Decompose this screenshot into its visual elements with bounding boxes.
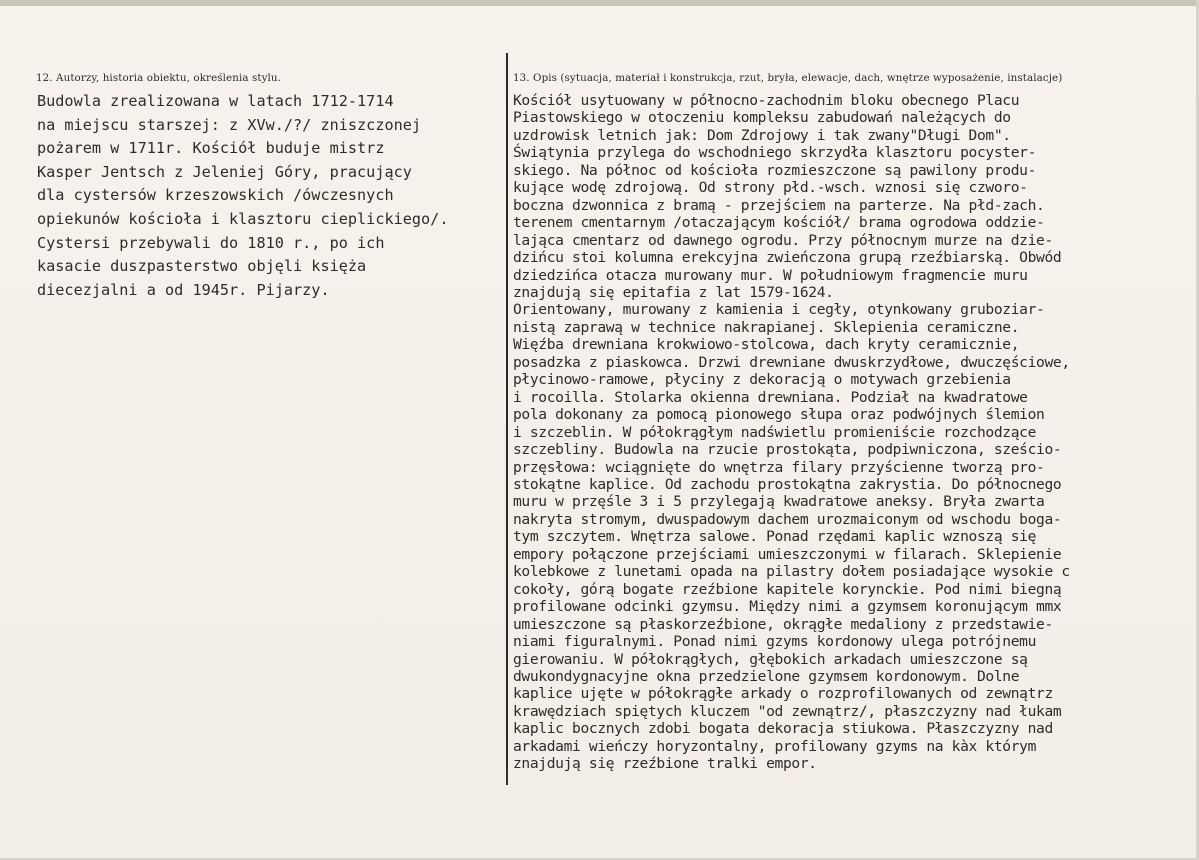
body-line: i rocoilla. Stolarka okienna drewniana. Podział na kwadratowe — [513, 388, 1028, 406]
body-line: Orientowany, murowany z kamienia i cegły, otynkowany gruboziar- — [513, 301, 1045, 319]
body-line: umieszczone są płaskorzeźbione, okrągłe medaliony z przedstawie- — [513, 615, 1053, 633]
body-line: dwukondygnacyjne okna przedzielone gzymsem kordonowym. Dolne — [513, 667, 1020, 685]
body-line: kasacie duszpasterstwo objęli księża — [37, 257, 367, 276]
body-line: arkadami wieńczy horyzontalny, profilowany gzyms na kàx którym — [513, 737, 1037, 755]
body-line: na miejscu starszej: z XVw./?/ zniszczonej — [37, 115, 422, 134]
section-13-header: 13. Opis (sytuacja, materiał i konstrukcja, rzut, bryła, elewacje, dach, wnętrze wyposażenie, instalacje) — [513, 72, 1063, 84]
body-line: kaplice ujęte w półokrągłe arkady o rozprofilowanych od zewnątrz — [513, 685, 1053, 703]
card-top-edge — [0, 0, 1199, 6]
body-line: dla cystersów krzeszowskich /ówczesnych — [37, 186, 394, 205]
body-line: Piastowskiego w otoczeniu kompleksu zabudowań należących do — [513, 109, 1011, 127]
body-line: przęsłowa: wciągnięte do wnętrza filary przyścienne tworzą pro- — [513, 458, 1045, 476]
divider-tick — [506, 770, 508, 782]
body-line: szczebliny. Budowla na rzucie prostokąta, podpiwniczona, sześcio- — [513, 441, 1062, 459]
body-line: terenem cmentarnym /otaczającym kościół/ brama ogrodowa oddzie- — [513, 214, 1045, 232]
section-12-body — [37, 90, 448, 302]
body-line: posadzka z piaskowca. Drzwi drewniane dwuskrzydłowe, dwuczęściowe, — [513, 353, 1070, 371]
body-line: i szczeblin. W półokrągłym nadświetlu promieniście rozchodzące — [513, 423, 1037, 441]
body-line: pożarem w 1711r. Kościół buduje mistrz — [37, 139, 385, 158]
body-line: diecezjalni a od 1945r. Pijarzy. — [37, 280, 330, 299]
body-line: Kasper Jentsch z Jeleniej Góry, pracujący — [37, 162, 412, 181]
body-line: kujące wodę zdrojową. Od strony płd.-wsch. wznosi się czworo- — [513, 179, 1028, 197]
body-line: nistą zaprawą w technice nakrapianej. Sklepienia ceramiczne. — [513, 318, 1020, 336]
body-line: Świątynia przylega do wschodniego skrzydła klasztoru pocyster- — [513, 144, 1037, 162]
body-line: znajdują się epitafia z lat 1579-1624. — [513, 283, 834, 301]
body-line: kolebkowe z lunetami opada na pilastry dołem posiadające wysokie c — [513, 563, 1070, 581]
body-line: opiekunów kościoła i klasztoru cieplickiego/. — [37, 209, 449, 228]
body-line: uzdrowisk letnich jak: Dom Zdrojowy i tak zwany"Długi Dom". — [513, 126, 1011, 144]
body-line: dzińcu stoi kolumna erekcyjna zwieńczona grupą rzeźbiarską. Obwód — [513, 249, 1062, 267]
body-line: Cystersi przebywali do 1810 r., po ich — [37, 233, 385, 252]
body-line: muru w przęśle 3 i 5 przylegają kwadratowe aneksy. Bryła zwarta — [513, 493, 1045, 511]
body-line: niami figuralnymi. Ponad nimi gzyms kordonowy ulega potrójnemu — [513, 633, 1037, 651]
body-line: lająca cmentarz od dawnego ogrodu. Przy północnym murze na dzie- — [513, 231, 1053, 249]
body-line: Kościół usytuowany w północno-zachodnim bloku obecnego Placu — [513, 92, 1020, 109]
body-line: kaplic bocznych zdobi bogata dekoracja stiukowa. Płaszczyzny nad — [513, 720, 1053, 738]
body-line: nakryta stromym, dwuspadowym dachem urozmaiconym od wschodu boga- — [513, 510, 1062, 528]
body-line: pola dokonany za pomocą pionowego słupa oraz podwójnych ślemion — [513, 406, 1045, 424]
body-line: znajdują się rzeźbione tralki empor. — [513, 755, 817, 773]
body-line: Budowla zrealizowana w latach 1712-1714 — [37, 92, 394, 110]
body-line: płycinowo-ramowe, płyciny z dekoracją o motywach grzebienia — [513, 371, 1011, 389]
body-line: empory połączone przejściami umieszczonymi w filarach. Sklepienie — [513, 545, 1062, 563]
body-line: cokoły, górą bogate rzeźbione kapitele korynckie. Pod nimi biegną — [513, 580, 1062, 598]
section-13-body — [513, 92, 1070, 773]
body-line: Więźba drewniana krokwiowo-stolcowa, dach kryty ceramicznie, — [513, 336, 1020, 354]
body-line: krawędziach spiętych kluczem "od zewnątrz/, płaszczyzny nad łukam — [513, 702, 1062, 720]
body-line: profilowane odcinki gzymsu. Między nimi a gzymsem koronującym mmx — [513, 598, 1062, 616]
body-line: stokątne kaplice. Od zachodu prostokątna zakrystia. Do północnego — [513, 475, 1062, 493]
body-line: skiego. Na północ od kościoła rozmieszczone są pawilony produ- — [513, 161, 1037, 179]
body-line: tym szczytem. Wnętrza salowe. Ponad rzędami kaplic wznoszą się — [513, 528, 1037, 546]
column-divider — [506, 53, 508, 785]
section-12-header: 12. Autorzy, historia obiektu, określenia stylu. — [36, 72, 282, 84]
body-line: dziedzińca otacza murowany mur. W południowym fragmencie muru — [513, 266, 1028, 284]
body-line: boczna dzwonnica z bramą - przejściem na parterze. Na płd-zach. — [513, 196, 1045, 214]
body-line: gierowaniu. W półokrągłych, głębokich arkadach umieszczone są — [513, 650, 1028, 668]
